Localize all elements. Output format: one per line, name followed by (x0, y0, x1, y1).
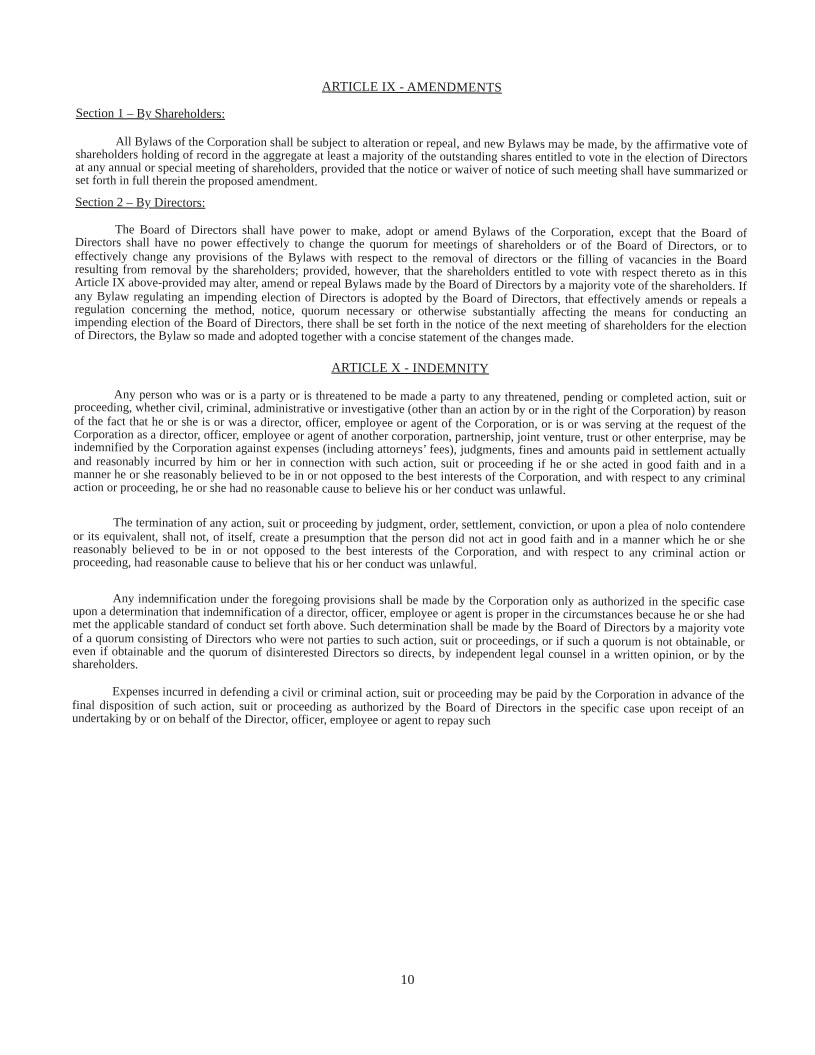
page-content (72, 78, 748, 729)
section-2-heading: Section 2 – By Directors: (75, 194, 206, 210)
indemnity-paragraph-2: The termination of any action, suit or proceeding by judgment, order, settlement, conviction, or upon a plea of nolo contendere or its equivalent, shall not, of itself, create a presumption that the person did not act in good faith and in a manner which he or she reasonably believed to be in or not opposed to the best interests of the Corporation, and with respect to any criminal action or proceeding, had reasonable cause to believe that his or her conduct was unlawful. (72, 515, 746, 572)
indemnity-paragraph-3: Any indemnification under the foregoing provisions shall be made by the Corporation only as authorized in the specific case upon a determination that indemnification of a director, officer, employee or agent is proper in the circumstances because he or she had met the applicable standard of conduct set forth above. Such determination shall be made by the Board of Directors by a majority vote of a quorum consisting of Directors who were not parties to such action, suit or proceedings, or if such a quorum is not obtainable, or even if obtainable and the quorum of disinterested Directors so directs, by independent legal counsel in a written opinion, or by the shareholders. (72, 590, 745, 672)
article-x-heading: ARTICLE X - INDEMNITY (331, 359, 490, 376)
page-number: 10 (400, 973, 415, 988)
article-ix-heading: ARTICLE IX - AMENDMENTS (321, 78, 502, 95)
indemnity-paragraph-4: Expenses incurred in defending a civil or criminal action, suit or proceeding may be paid by the Corporation in advance of the final disposition of such action, suit or proceeding as authorized by the Board of Directors in the specific case upon receipt of an undertaking by or on behalf of the Director, officer, employee or agent to repay such (72, 684, 745, 728)
section-1-paragraph: All Bylaws of the Corporation shall be subject to alteration or repeal, and new Bylaws may be made, by the affirmative vote of shareholders holding of record in the aggregate at least a majority of the outstanding shares entitled to vote in the election of Directors at any annual or special meeting of shareholders, provided that the notice or waiver of notice of such meeting shall have summarized or set forth in full therein the proposed amendment. (75, 133, 748, 189)
section-2-paragraph: The Board of Directors shall have power to make, adopt or amend Bylaws of the Corporation, except that the Board of Directors shall have no power effectively to change the quorum for meetings of shareholders or of the Board of Directors, or to effectively change any provisions of the Bylaws with respect to the removal of directors or the filling of vacancies in the Board resulting from removal by the shareholders; provided, however, that the shareholders entitled to vote with respect thereto as in this Article IX above-provided may alter, amend or repeal Bylaws made by the Board of Directors by a majority vote of the shareholders. If any Bylaw regulating an impending election of Directors is adopted by the Board of Directors, that effectively amends or repeals a regulation concerning the method, notice, quorum necessary or otherwise substantially affecting the means for conducting an impending election of the Board of Directors, there shall be set forth in the notice of the next meeting of shareholders for the election of Directors, the Bylaw so made and adopted together with a concise statement of the changes made. (74, 222, 748, 346)
section-1-heading: Section 1 – By Shareholders: (75, 106, 226, 122)
indemnity-paragraph-1: Any person who was or is a party or is threatened to be made a party to any threatened, pending or completed action, suit or proceeding, whether civil, criminal, administrative or investigative (other than an action by or in the right of the Corporation) by reason of the fact that he or she is or was a director, officer, employee or agent of the Corporation, or is or was serving at the request of the Corporation as a director, officer, employee or agent of another corporation, partnership, joint venture, trust or other enterprise, may be indemnified by the Corporation against expenses (including attorneys’ fees), judgments, fines and amounts paid in settlement actually and reasonably incurred by him or her in connection with such action, suit or proceeding if he or she acted in good faith and in a manner he or she reasonably believed to be in or not opposed to the best interests of the Corporation, and with respect to any criminal action or proceeding, he or she had no reasonable cause to believe his or her conduct was unlawful. (73, 387, 747, 498)
